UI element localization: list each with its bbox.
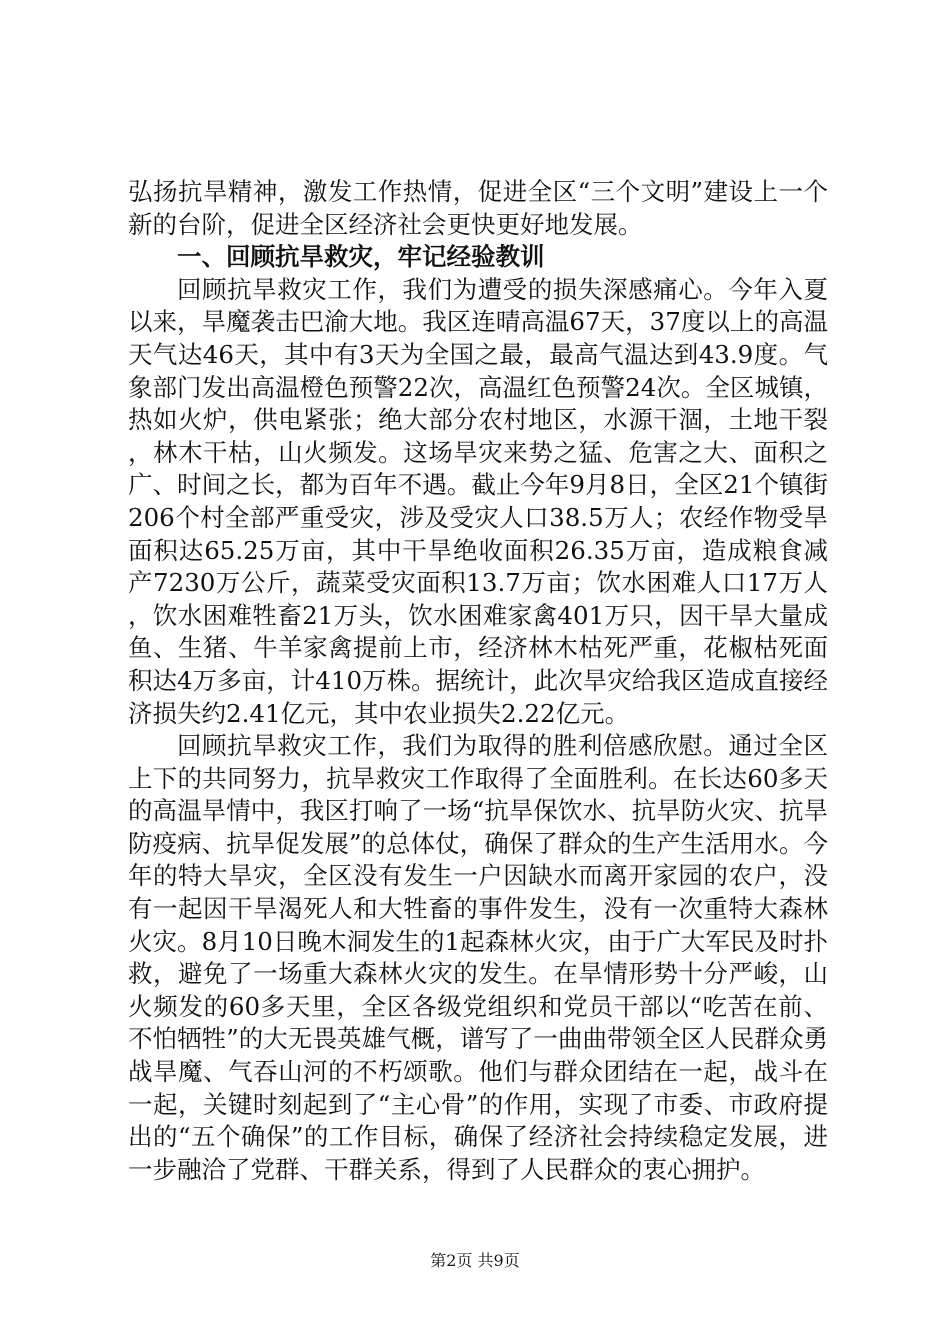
body-paragraph-victory: 回顾抗旱救灾工作，我们为取得的胜利倍感欣慰。通过全区上下的共同努力，抗旱救灾工作取得了全面胜利。在长达60多天的高温旱情中，我区打响了一场“抗旱保饮水、抗旱防火灾、抗旱防疫病、抗旱促发展”的总体仗，确保了群众的生产生活用水。今年的特大旱灾，全区没有发生一户因缺水而离开家园的农户，没有一起因干旱渴死人和大牲畜的事件发生，没有一次重特大森林火灾。8月10日晚木洞发生的1起森林火灾，由于广大军民及时扑救，避免了一场重大森林火灾的发生。在旱情形势十分严峻，山火频发的60多天里，全区各级党组织和党员干部以“吃苦在前、不怕牺牲”的大无畏英雄气概，谱写了一曲曲带领全区人民群众勇战旱魔、气吞山河的不朽颂歌。他们与群众团结在一起，战斗在一起，关键时刻起到了“主心骨”的作用，实现了市委、市政府提出的“五个确保”的工作目标，确保了经济社会持续稳定发展，进一步融洽了党群、干群关系，得到了人民群众的衷心拥护。	[128, 731, 828, 1184]
continuation-paragraph: 弘扬抗旱精神，激发工作热情，促进全区“三个文明”建设上一个新的台阶，促进全区经济社会更快更好地发展。	[128, 177, 828, 239]
body-paragraph-losses: 回顾抗旱救灾工作，我们为遭受的损失深感痛心。今年入夏以来，旱魔袭击巴渝大地。我区连晴高温67天，37度以上的高温天气达46天，其中有3天为全国之最，最高气温达到43.9度。气象部门发出高温橙色预警22次，高温红色预警24次。全区城镇，热如火炉，供电紧张；绝大部分农村地区，水源干涸，土地干裂，林木干枯，山火频发。这场旱灾来势之猛、危害之大、面积之广、时间之长，都为百年不遇。截止今年9月8日，全区21个镇街206个村全部严重受灾，涉及受灾人口38.5万人；农经作物受旱面积达65.25万亩，其中干旱绝收面积26.35万亩，造成粮食减产7230万公斤，蔬菜受灾面积13.7万亩；饮水困难人口17万人，饮水困难牲畜21万头，饮水困难家禽401万只，因干旱大量成鱼、生猪、牛羊家禽提前上市，经济林木枯死严重，花椒枯死面积达4万多亩，计410万株。据统计，此次旱灾给我区造成直接经济损失约2.41亿元，其中农业损失2.22亿元。	[128, 274, 828, 728]
document-body	[128, 176, 828, 1186]
section-heading: 一、回顾抗旱救灾，牢记经验教训	[177, 242, 545, 272]
page-number-footer: 第2页 共9页	[430, 1251, 520, 1270]
